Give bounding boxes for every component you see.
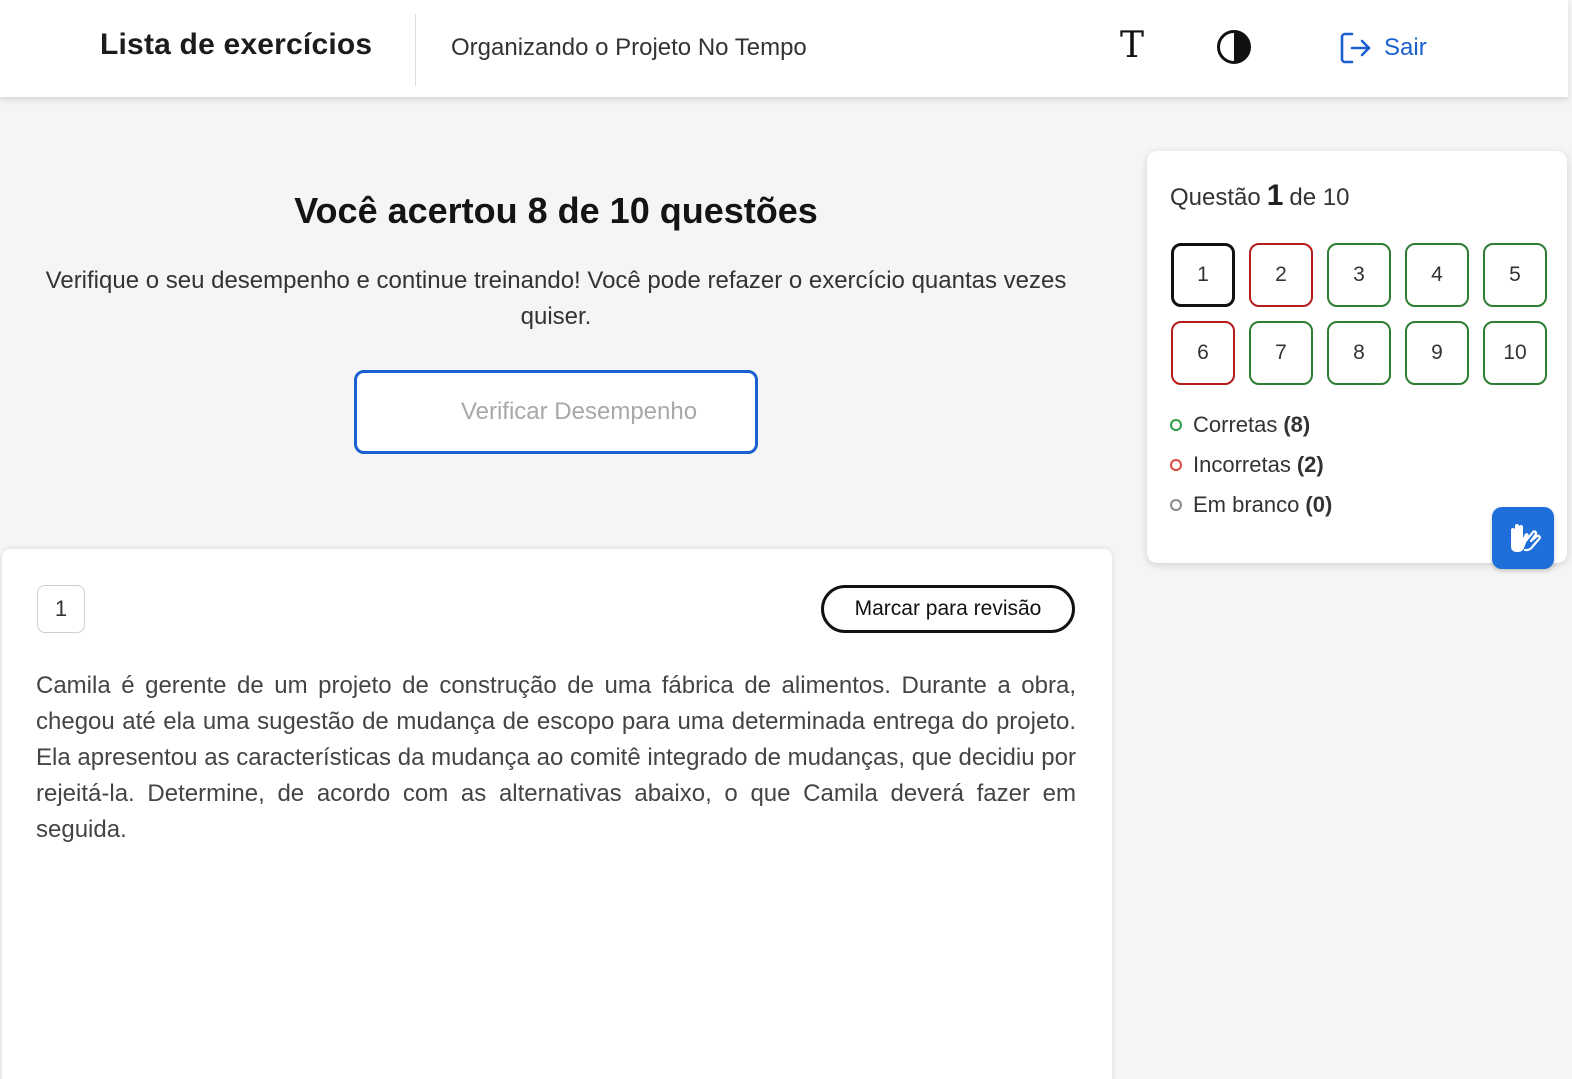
question-counter-prefix: Questão (1170, 184, 1261, 211)
question-nav-6[interactable]: 6 (1171, 321, 1235, 385)
question-nav-2[interactable]: 2 (1249, 243, 1313, 307)
exit-label: Sair (1384, 34, 1427, 61)
legend-incorrect-label: Incorretas (1193, 452, 1291, 477)
legend-blank (1170, 485, 1332, 525)
status-legend (1170, 405, 1332, 525)
legend-blank-label: Em branco (1193, 492, 1300, 517)
header-divider (415, 14, 416, 86)
question-counter-current: 1 (1266, 179, 1284, 212)
question-nav-5[interactable]: 5 (1483, 243, 1547, 307)
score-title: Você acertou 8 de 10 questões (294, 190, 818, 231)
legend-incorrect (1170, 445, 1332, 485)
question-nav-1[interactable]: 1 (1171, 243, 1235, 307)
question-grid (1171, 243, 1547, 385)
logout-icon (1338, 30, 1374, 66)
question-counter (1170, 179, 1349, 213)
question-nav-9[interactable]: 9 (1405, 321, 1469, 385)
mark-for-review-button[interactable]: Marcar para revisão (821, 585, 1075, 633)
legend-correct-label: Corretas (1193, 412, 1278, 437)
exit-button[interactable] (1338, 30, 1427, 66)
top-header (0, 0, 1568, 97)
question-nav-10[interactable]: 10 (1483, 321, 1547, 385)
question-text: Camila é gerente de um projeto de construção de uma fábrica de alimentos. Durante a obra, chegou até ela uma sugestão de mudança de escopo para uma determinada entrega do projeto. Ela apresentou as características da mudança ao comitê integrado de mudanças, que decidiu por rejeitá-la. Determine, de acordo com as alternativas abaixo, o que Camila deverá fazer em seguida. (36, 672, 1076, 843)
legend-correct-count: (8) (1283, 412, 1311, 437)
legend-correct (1170, 405, 1332, 445)
correct-dot-icon (1170, 419, 1182, 431)
question-nav-4[interactable]: 4 (1405, 243, 1469, 307)
legend-blank-count: (0) (1305, 492, 1333, 517)
score-description: Verifique o seu desempenho e continue treinando! Você pode refazer o exercício quantas vezes quiser. (45, 267, 1067, 330)
question-nav-3[interactable]: 3 (1327, 243, 1391, 307)
incorrect-dot-icon (1170, 459, 1182, 471)
question-counter-suffix: de 10 (1289, 184, 1350, 211)
question-nav-7[interactable]: 7 (1249, 321, 1313, 385)
main-content (0, 97, 1112, 1079)
app-title: Lista de exercícios (100, 28, 373, 61)
legend-incorrect-count: (2) (1296, 452, 1324, 477)
question-number-badge: 1 (37, 585, 85, 633)
font-size-icon[interactable]: T (1119, 25, 1144, 66)
verify-performance-button[interactable]: Verificar Desempenho (354, 370, 758, 454)
question-card (2, 549, 1112, 1079)
contrast-icon[interactable] (1216, 29, 1252, 65)
question-nav-8[interactable]: 8 (1327, 321, 1391, 385)
blank-dot-icon (1170, 499, 1182, 511)
sign-language-button[interactable] (1492, 507, 1554, 569)
sign-language-hands-icon (1503, 518, 1543, 558)
question-navigator-panel (1147, 151, 1567, 563)
course-title: Organizando o Projeto No Tempo (451, 34, 807, 61)
